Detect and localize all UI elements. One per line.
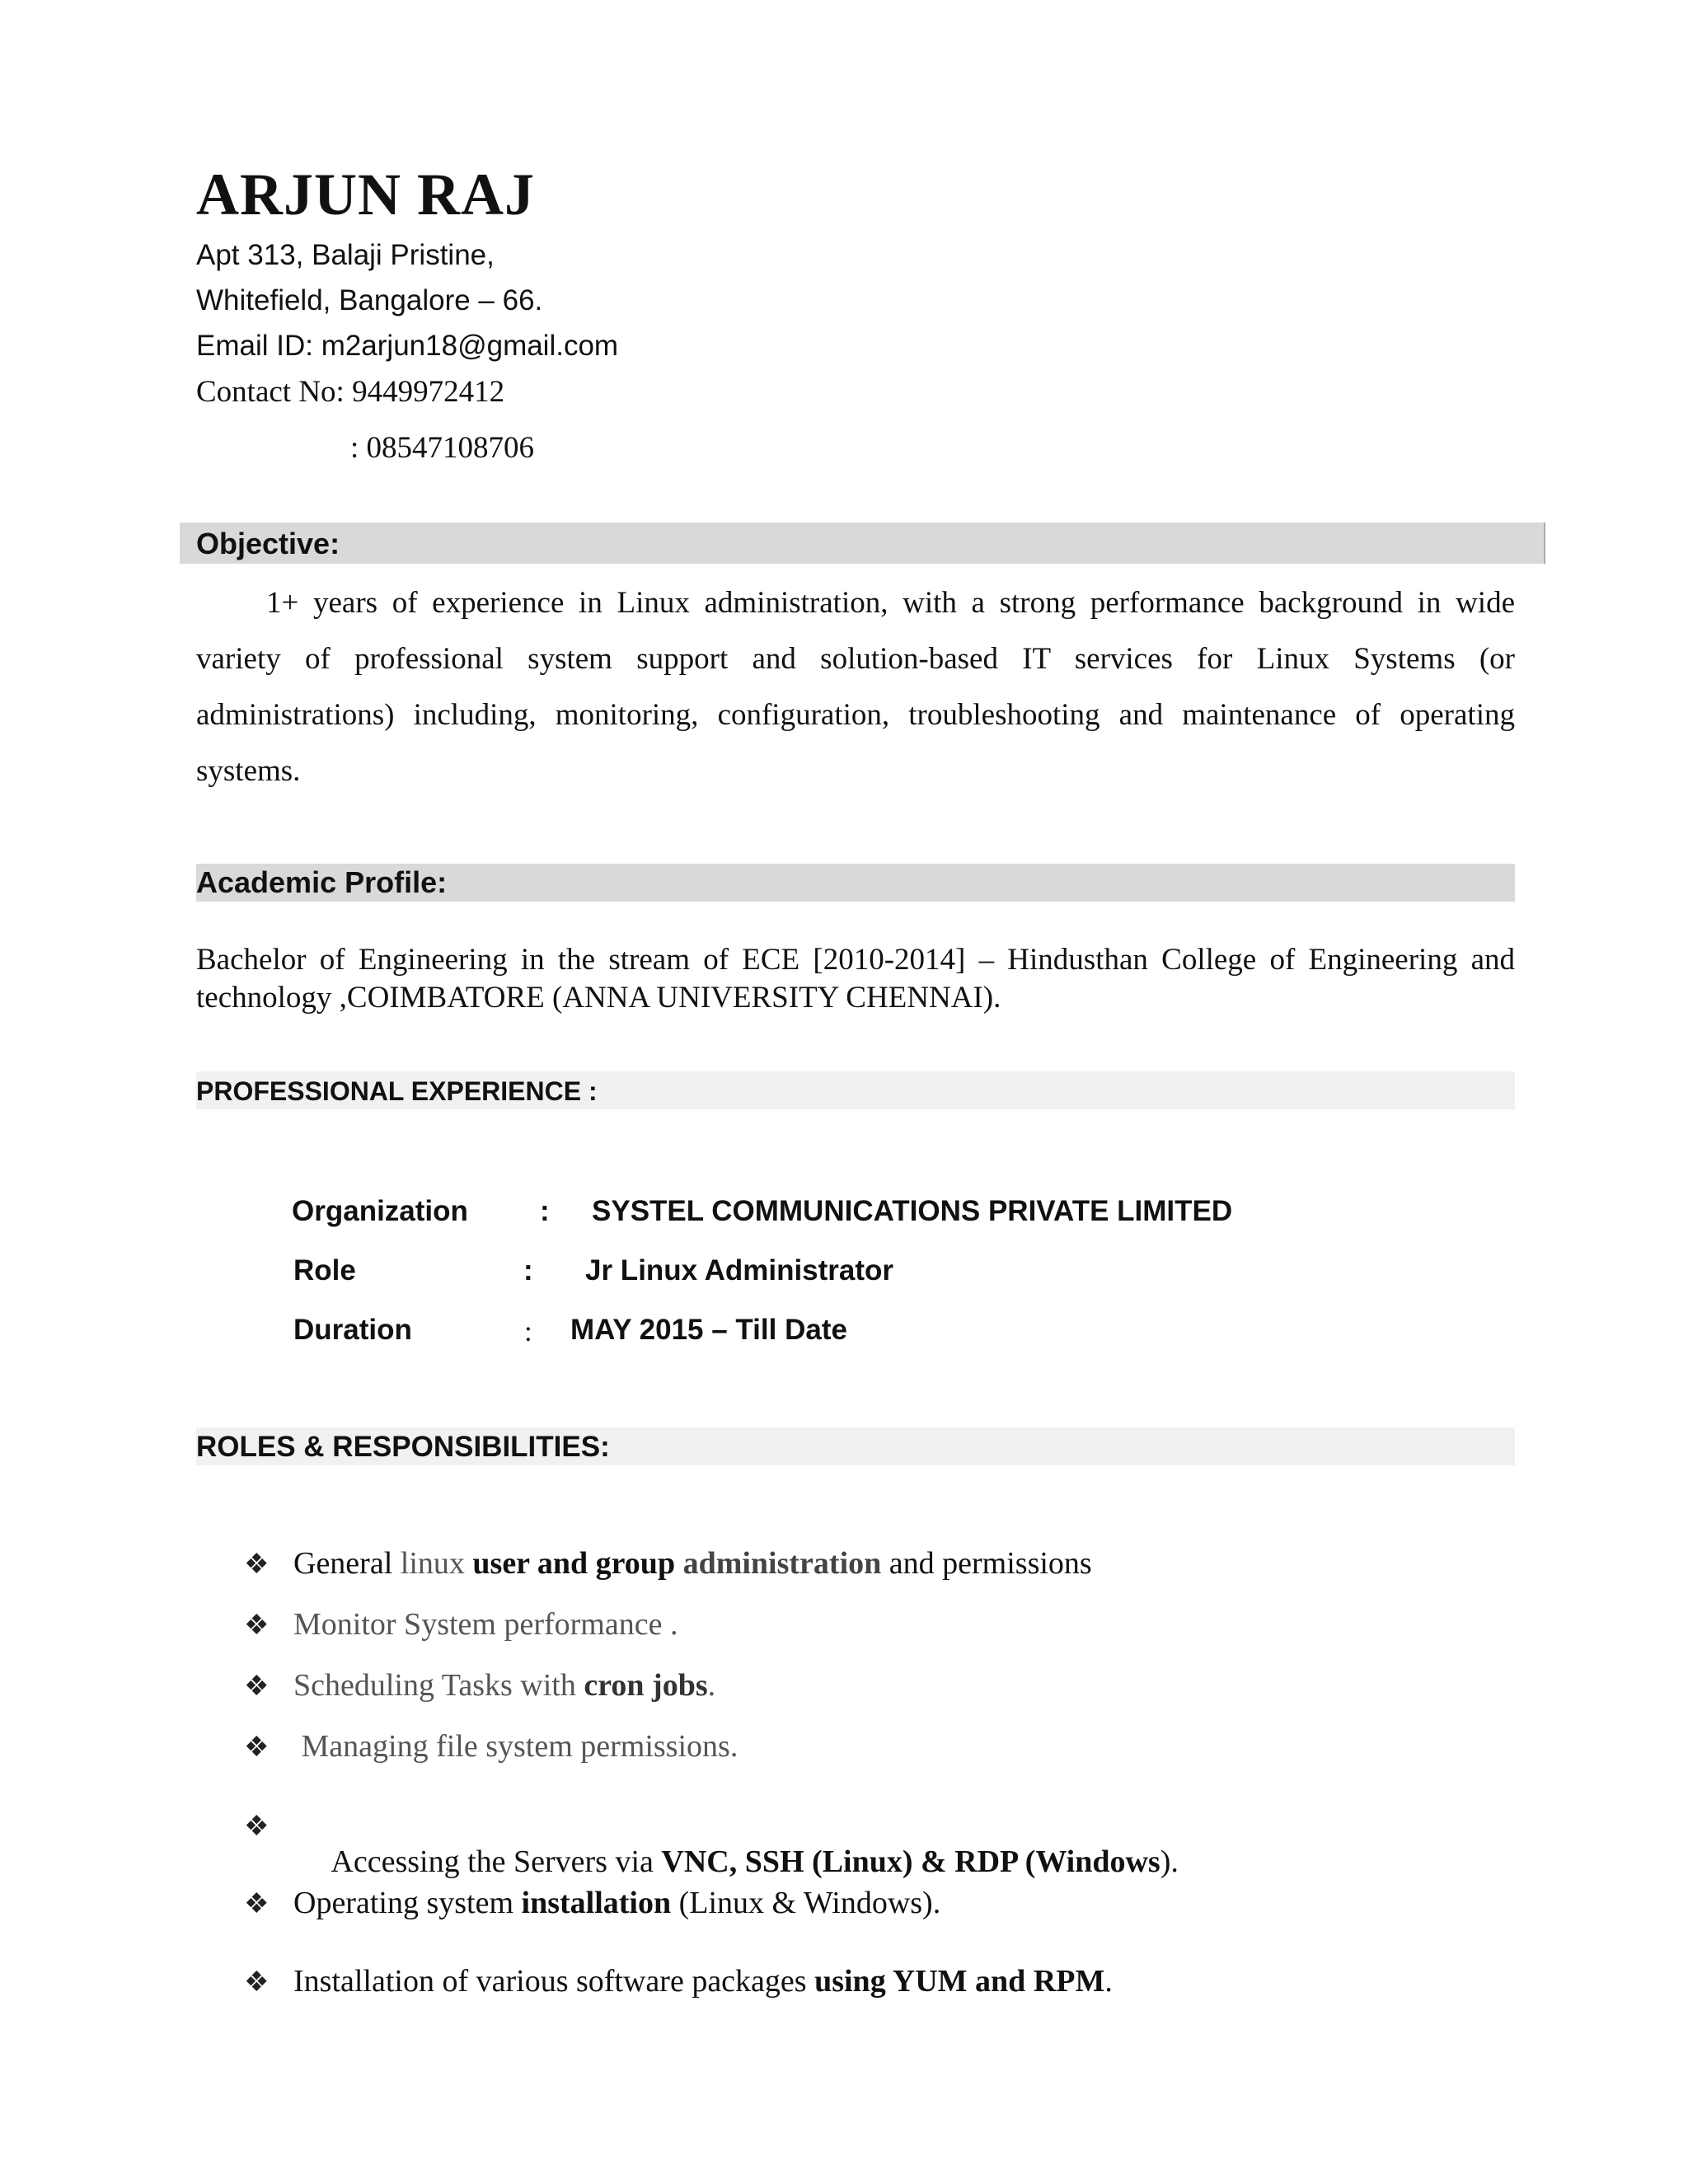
role-label: Role xyxy=(293,1254,356,1286)
address-line-2: Whitefield, Bangalore – 66. xyxy=(196,284,543,316)
objective-paragraph xyxy=(196,575,1515,799)
contact-number-alt: : 08547108706 xyxy=(350,431,535,465)
responsibility-item: Installation of various software packages using YUM and RPM. xyxy=(293,1964,1113,1999)
bullet-icon: ❖ xyxy=(244,1610,270,1641)
organization-value: SYSTEL COMMUNICATIONS PRIVATE LIMITED xyxy=(592,1195,1233,1227)
contact-number: Contact No: 9449972412 xyxy=(196,375,505,409)
duration-colon: : xyxy=(524,1315,532,1347)
candidate-name: ARJUN RAJ xyxy=(196,162,535,227)
roles-heading: ROLES & RESPONSIBILITIES: xyxy=(196,1431,610,1463)
bullet-icon: ❖ xyxy=(244,1811,270,1842)
objective-heading-band xyxy=(180,523,1545,564)
objective-text: 1+ years of experience in Linux administration, with a strong performance background in wide variety of professional system support and solution-based IT services for Linux Systems (or administrations) including, monitoring, configuration, troubleshooting and maintenance of operating systems. xyxy=(196,586,1515,788)
email: Email ID: m2arjun18@gmail.com xyxy=(196,330,619,362)
responsibility-item: Operating system installation (Linux & Windows). xyxy=(293,1886,941,1920)
organization-colon: : xyxy=(540,1195,550,1227)
bullet-icon: ❖ xyxy=(244,1671,270,1702)
role-colon: : xyxy=(523,1254,533,1286)
duration-label: Duration xyxy=(293,1314,412,1346)
responsibility-item: Scheduling Tasks with cron jobs. xyxy=(293,1668,716,1703)
responsibility-item: Monitor System performance . xyxy=(293,1607,678,1642)
bullet-icon: ❖ xyxy=(244,1732,270,1763)
academic-text: Bachelor of Engineering in the stream of ECE [2010-2014] – Hindusthan College of Engineering and technology ,COIMBATORE (ANNA UNIVERSITY CHENNAI). xyxy=(196,943,1515,1015)
role-value: Jr Linux Administrator xyxy=(585,1254,894,1286)
bullet-icon: ❖ xyxy=(244,1967,270,1998)
experience-heading: PROFESSIONAL EXPERIENCE : xyxy=(196,1076,598,1106)
organization-label: Organization xyxy=(292,1195,468,1227)
bullet-icon: ❖ xyxy=(244,1889,270,1919)
responsibility-item: General linux user and group administration and permissions xyxy=(293,1546,1092,1581)
academic-heading: Academic Profile: xyxy=(196,865,448,899)
bullet-icon: ❖ xyxy=(244,1549,270,1580)
objective-heading: Objective: xyxy=(196,527,340,560)
responsibility-item: Accessing the Servers via VNC, SSH (Linux) & RDP (Windows). xyxy=(325,1844,1179,1879)
address-line-1: Apt 313, Balaji Pristine, xyxy=(196,239,495,271)
duration-value: MAY 2015 – Till Date xyxy=(570,1314,847,1346)
responsibility-item: Managing file system permissions. xyxy=(293,1729,738,1764)
